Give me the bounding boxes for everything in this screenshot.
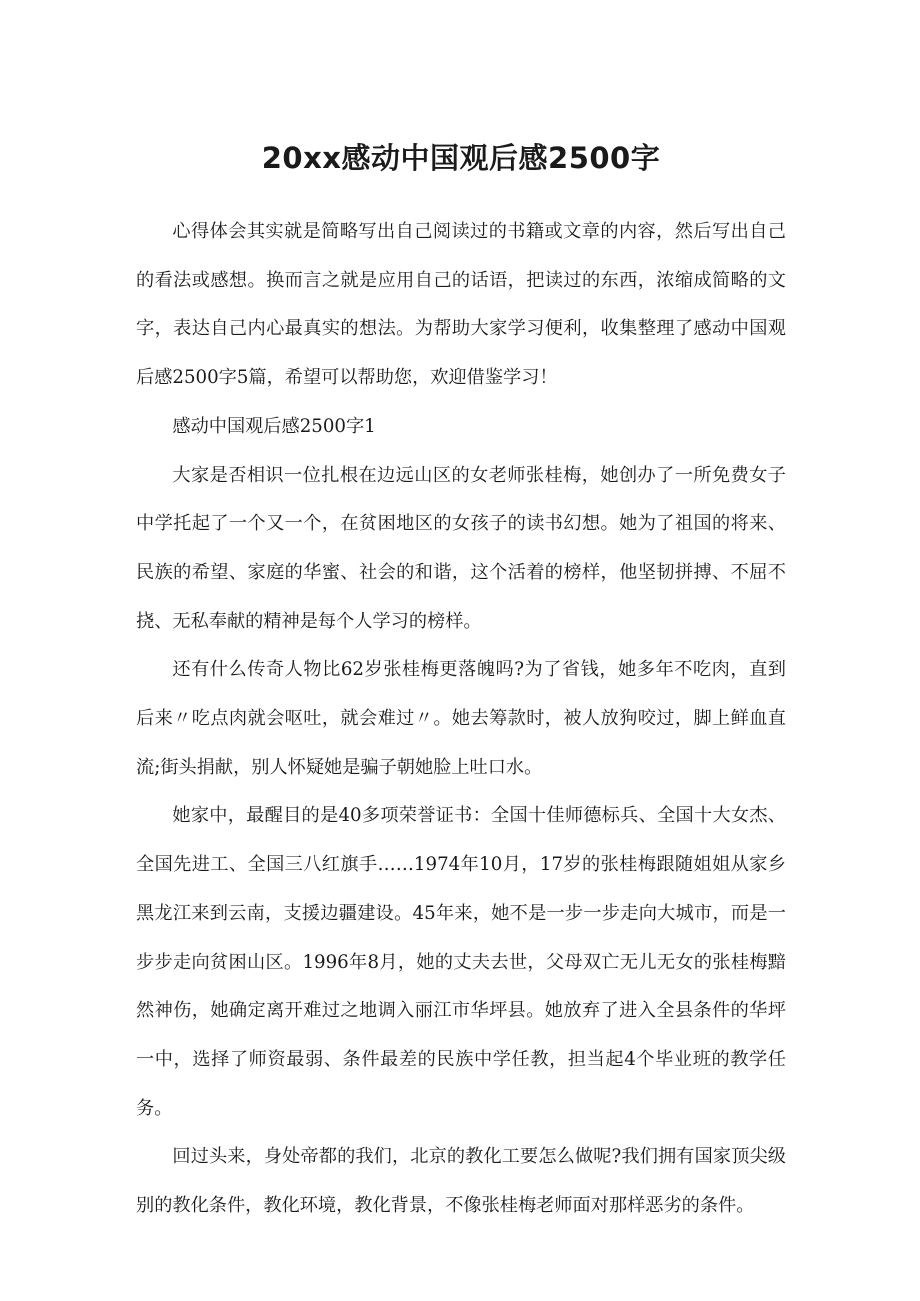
body-paragraph: 大家是否相识一位扎根在边远山区的女老师张桂梅，她创办了一所免费女子中学托起了一个又一个，在贫困地区的女孩子的读书幻想。她为了祖国的将来、民族的希望、家庭的华蜜、社会的和谐，这个活着的榜样，他坚韧拼搏、不屈不挠、无私奉献的精神是每个人学习的榜样。 bbox=[136, 464, 786, 632]
body-paragraph: 回过头来，身处帝都的我们，北京的教化工要怎么做呢?我们拥有国家顶尖级别的教化条件，教化环境，教化背景，不像张桂梅老师面对那样恶劣的条件。 bbox=[136, 1146, 786, 1217]
intro-paragraph: 心得体会其实就是简略写出自己阅读过的书籍或文章的内容，然后写出自己的看法或感想。换而言之就是应用自己的话语，把读过的东西，浓缩成简略的文字，表达自己内心最真实的想法。为帮助大家学习便利，收集整理了感动中国观后感2500字5篇，希望可以帮助您，欢迎借鉴学习！ bbox=[136, 221, 786, 389]
section-heading: 感动中国观后感2500字1 bbox=[172, 415, 376, 437]
body-paragraph: 还有什么传奇人物比62岁张桂梅更落魄吗?为了省钱，她多年不吃肉，直到后来〃吃点肉就会呕吐，就会难过〃。她去筹款时，被人放狗咬过，脚上鲜血直流;街头捐献，别人怀疑她是骗子朝她脸上吐口水。 bbox=[136, 659, 786, 778]
document-title: 20xx感动中国观后感2500字 bbox=[261, 141, 661, 175]
document-body bbox=[136, 208, 786, 1231]
body-paragraph: 她家中，最醒目的是40多项荣誉证书：全国十佳师德标兵、全国十大女杰、全国先进工、全国三八红旗手……1974年10月，17岁的张桂梅跟随姐姐从家乡黑龙江来到云南，支援边疆建设。45年来，她不是一步一步走向大城市，而是一步步走向贫困山区。1996年8月，她的丈夫去世，父母双亡无儿无女的张桂梅黯然神伤，她确定离开难过之地调入丽江市华坪县。她放弃了进入全县条件的华坪一中，选择了师资最弱、条件最差的民族中学任教，担当起4个毕业班的教学任务。 bbox=[136, 805, 786, 1119]
